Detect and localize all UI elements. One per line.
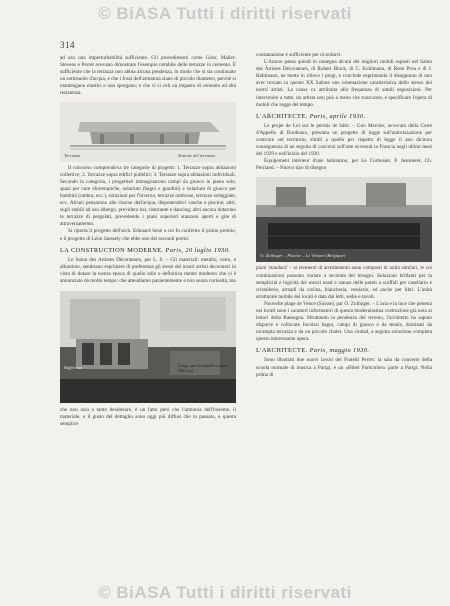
figure-buffet-bar: [60, 291, 236, 403]
left-column: [60, 55, 236, 428]
heading-date: Paris, maggio 1930.: [309, 347, 370, 355]
heading-date: Paris, aprile 1930.: [309, 112, 366, 120]
right-heading-architecte-2: [256, 347, 432, 354]
right-paragraph-4: Équipement intérieur d'une habitation, per Le Corbusier, P. Jeanneret, Ch. Perriand. – Nuovo tipo di disegno: [256, 158, 432, 172]
left-paragraph-5: che non osia a tanto desiderare, è un fatto però che l'armonia dell'insieme, il materiale, e il gusto del dettaglio sono oggi più diffusi che in passato, e questa semplice: [60, 406, 236, 428]
right-paragraph-6: Nouvelle plage de Vence (Suisse), par O. Zollinger. – L'aria e la luce che penetra nei locali sono i caratteri informatori di questa modernissima costruzione già nota ai lettori della Rassegna. Sfruttando la pendenza del terreno, l'architetto ha saputo disporre e collocare focolari bagni, campi di giuoco e da tennis, dominati da un'ampia terrazza e da un piccolo chalet. Una ciudad, a seguita soluzione completa questo interessante opera.: [256, 300, 432, 343]
figure-2-caption: O. Zollinger – Piscine – Le Vésinet (Belgique): [260, 253, 346, 259]
left-paragraph-1: ad uso una imperturbabilità sufficiente. Gli procedimenti come Grier, Mallet-Stevens e Perret avevano dimostrato l'esempio notabile delle terrazze in cemento. È sufficiente che la terrazza non abbia alcuna pendenza, in modo che si sia continuato un sottosuolo d'acqua, e che i fossi dell'armatura siano di piccolo diametro, perché si mantengano elastici e non sporgano; e che vi si coli un impasto di cemento ad alta resistenza.: [60, 55, 236, 97]
right-heading-architecte-1: [256, 113, 432, 120]
right-column: [256, 52, 432, 379]
right-paragraph-5: piani 'standard' – ai elementi di arredamento sono composti di unità similari, le cui combinazioni possono variare a seconda dei bisogni. Soluzioni brillanti per la semplicità e logicità dei mezzi usati e stanze delle pareti a scaffali per casellario e cristallerie, armadi da cucina, biancheria, vestiario, ed anche per libri. L'unità strutturale mobile dei locali è data dai letti, sedie e tavoli.: [256, 265, 432, 300]
left-paragraph-4: Le Salon des Artistes Décorateurs, per L. S. – Gli materiali: metallo, vetro, e alluminio, sembrano esprimere di preferenza gli stessi dei nostri artisti decoratori in vista di dotare la nostra epoca di quello stile o definitiva mente moderno che ci è annunziato da molto tempo: che attendiamo pazientemente e non senza curiosità, ma: [60, 256, 236, 284]
right-paragraph-2: L'Autore passa quindi in rassegna alcuni dei migliori mobili esposti nel Salon des Artistes Décorateurs, di Robert Block, di C. Kohlmann, di René Prou e di J. Ruhlmann, ne mette in rilievo i pregi, e conclude esprimendo il disappunto di non aver trovato in questo XX Salone uno orientazione caratteristica dello stesso dei nostri artisti. La causa ca attribuita alla frequenza di simili esposizioni. Per intervenire a tutte, un artista non può a meno che trascurare, e specificare l'opera di mobili che regge del tempo.: [256, 59, 432, 108]
right-paragraph-3: Le projet de Loi sur le permis de bâtir. – Goo Mercier, avvocato della Corte d'Appello di Bordeaux, presenta un progetto di legge sull'autorizzazione per costruire sul territorio, simili a quello per rispetto di legge il ano dicitura conseguenza di un seguito di concorsi sull'arte avvenuti in Francia negli ultimi mesi del 1929 e nell'inizio del 1930.: [256, 122, 432, 158]
heading-date: Paris, 20 luglio 1930.: [165, 246, 231, 254]
figure-1-caption-left: Terrazza: [64, 152, 80, 158]
figure-3-caption-right: Luogo per lo studio rivista (Mi cro): [178, 362, 228, 373]
buffet-bar-photo: [60, 291, 236, 403]
pool-photo: [256, 177, 432, 262]
watermark-top: © BiASA Tutti i diritti riservati: [98, 4, 352, 23]
figure-1-caption-right: Sezione del terrazzo: [178, 152, 216, 158]
watermark-bottom: © BiASA Tutti i diritti riservati: [98, 583, 352, 602]
right-paragraph-1: constatazione è sufficiente per ricordarvi.: [256, 52, 342, 58]
left-paragraph-2: Il concorso comprendeva tre categorie di progetti: 1. Terrazze sopra abitazioni collettive; 2. Terrazze sopra edifici pubblici; 3. Terrazze sopra abitazioni individuali. Secondo la categoria, i progettisti immaginarono campi da giuoco in pieno sole, spazi per cure elioterapiche, solarium (bagni e giardini) e solarium di giuoco per bambini (ombra, ecc.), soluzioni per l'inverno, terrazze ombrose, terrazze soleggiate, ecc. Alcuni pensarono alle risorse dell'acqua, disponendovi vasche e piscine; altri, sugli stabili ad uso albergo, previdero bar, ristorante e dancing; altri ancora dotarono le terrazze di pergolati, prevedendo i piani superiori stanzoni aperti e gite di attraversamento.: [60, 164, 236, 228]
left-heading-construction-moderne: [60, 247, 236, 254]
heading-title: L'ARCHITECTE.: [256, 347, 308, 355]
right-paragraph-7: Sono illustrati due nuovi lavori dei Fratelli Perret: la sala da concerto della scuola normale di musica a Parigi, e un «Hôtel Particulier» parte a Parigi. Nella prima di: [256, 357, 432, 378]
page-number: 314: [60, 40, 75, 50]
heading-title: LA CONSTRUCTION MODERNE.: [60, 246, 164, 254]
figure-zollinger-pool: [256, 177, 432, 262]
figure-terrace-section: [60, 102, 236, 162]
left-paragraph-3: Si riporta il progetto dell'arch. Edouard Sené a cui fu conferito il primo premio, e il progetto di Léon Jaussely che ebbe uno dei secondi premi.: [60, 228, 236, 242]
figure-3-caption-left: Buffet-bar: [64, 364, 83, 370]
heading-title: L'ARCHITECTE.: [256, 112, 308, 120]
